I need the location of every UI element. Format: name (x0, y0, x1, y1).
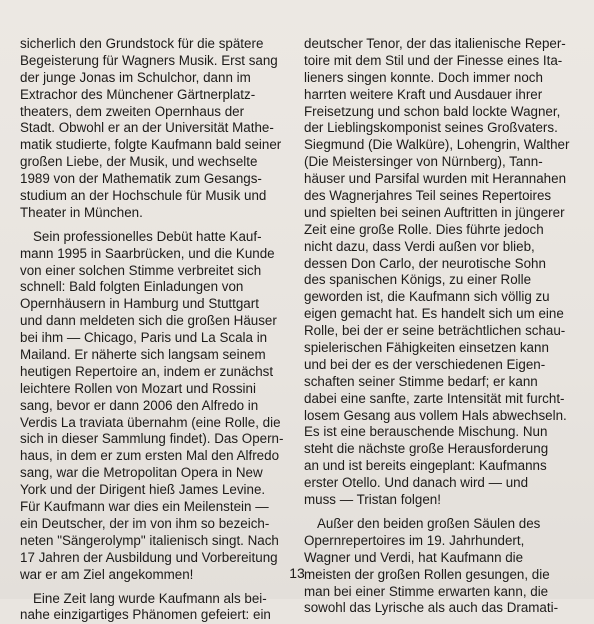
text-line: Opernrepertoires im 19. Jahrhundert, (304, 532, 525, 548)
right-column (304, 36, 569, 617)
text-line: sich in dieser Sammlung findet). Das Opern- (20, 431, 284, 447)
text-line: meisten der großen Rollen gesungen, die (304, 566, 550, 582)
paragraph-gap (304, 509, 569, 516)
text-line: und bei der es der verschiedenen Eigen- (304, 356, 546, 372)
text-line: theaters, dem zweiten Opernhaus der (20, 103, 245, 119)
text-line: war er am Ziel angekommen! (20, 566, 194, 582)
text-line: Siegmund (Die Walküre), Lohengrin, Walther (304, 137, 570, 153)
text-line: Theater in München. (20, 204, 143, 220)
text-line: der junge Jonas im Schulchor, dann im (20, 69, 251, 85)
text-line: Für Kaufmann war dies ein Meilenstein — (20, 499, 269, 515)
text-line: Freisetzung und schon bald lockte Wagner, (304, 103, 561, 119)
text-line: häuser und Parsifal wurden mit Herannahen (304, 171, 567, 187)
text-line: dabei eine sanfte, zarte Intensität mit furcht- (304, 390, 565, 406)
page-number: 13 (289, 565, 305, 581)
text-line: und dann meldeten sich die großen Häuser (20, 313, 277, 329)
text-line: bei ihm — Chicago, Paris und La Scala in (20, 330, 268, 346)
text-line: mann 1995 in Saarbrücken, und die Kunde (20, 245, 275, 261)
text-line: des Wagnerjahres Teil seines Repertoires (304, 188, 552, 204)
text-line: des spanischen Königs, zu einer Rolle (304, 272, 532, 288)
text-line: eigen gemacht hat. Es handelt sich um eine (304, 306, 564, 322)
text-line: Wagner und Verdi, hat Kaufmann die (304, 549, 524, 565)
text-line: deutscher Tenor, der das italienische Reper- (304, 36, 566, 51)
text-line: man bei einer Stimme erwarten kann, die (304, 583, 549, 599)
text-line: erster Otello. Und danach wird — und (304, 475, 529, 491)
text-line: lieners singen konnte. Doch immer noch (304, 69, 543, 85)
text-line: Zeit eine große Rolle. Dies führte jedoch (304, 221, 544, 237)
text-line: Eine Zeit lang wurde Kaufmann als bei- (33, 590, 267, 606)
text-line: York und der Dirigent hieß James Levine. (20, 482, 266, 498)
text-line: nahe einzigartiges Phänomen gefeiert: ein (20, 607, 271, 623)
left-column (20, 36, 283, 624)
text-line: nicht dazu, dass Verdi außen vor blieb, (304, 238, 535, 254)
text-line: neten "Sängerolymp" italienisch singt. Nach (20, 532, 279, 548)
text-line: sicherlich den Grundstock für die spätere (20, 36, 264, 51)
text-line: geworden ist, die Kaufmann sich völlig zu (304, 289, 550, 305)
paragraph-gap (20, 584, 283, 591)
text-line: Es ist eine berauschende Mischung. Nun (304, 424, 548, 440)
text-line: matik studierte, folgte Kaufmann bald seiner (20, 137, 282, 153)
text-line: haus, in dem er zum ersten Mal den Alfredo (20, 448, 280, 464)
text-line: Extrachor des Münchener Gärtnerplatz- (20, 86, 256, 102)
text-line: heutigen Repertoire an, indem er zunächst (20, 363, 274, 379)
text-line: Opernhäusern in Hamburg und Stuttgart (20, 296, 259, 312)
text-line: leichtere Rollen von Mozart und Rossini (20, 380, 256, 396)
text-line: Stadt. Obwohl er an der Universität Mathe- (20, 120, 274, 136)
text-line: 1989 von der Mathematik zum Gesangs- (20, 171, 262, 187)
text-line: toire mit dem Stil und der Finesse eines Ita- (304, 52, 563, 68)
text-line: Sein professionelles Debüt hatte Kauf- (33, 228, 262, 244)
text-line: der Lieblingskomponist seines Großvaters. (304, 120, 558, 136)
text-line: schnell: Bald folgten Einladungen von (20, 279, 244, 295)
text-line: harrten weitere Kraft und Ausdauer ihrer (304, 86, 543, 102)
text-line: und spielten bei seinen Auftritten in jüngerer (304, 204, 565, 220)
text-line: Rolle, bei der er seine beträchtlichen schau- (304, 323, 566, 339)
text-line: steht die nächste große Herausforderung (304, 441, 549, 457)
text-line: schaften seiner Stimme bedarf; er kann (304, 373, 538, 389)
text-line: Mailand. Er näherte sich langsam seinem (20, 347, 266, 363)
text-line: sang, bevor er dann 2006 den Alfredo in (20, 397, 259, 413)
text-line: sang, war die Metropolitan Opera in New (20, 465, 263, 481)
paragraph-gap (20, 222, 283, 229)
text-line: spielerischen Fähigkeiten einsetzen kann (304, 340, 549, 356)
text-line: Außer den beiden großen Säulen des (317, 515, 541, 531)
text-line: sowohl das Lyrische als auch das Dramati- (304, 600, 559, 616)
text-line: studium an der Hochschule für Musik und (20, 188, 267, 204)
text-line: (Die Meistersinger von Nürnberg), Tann- (304, 154, 543, 170)
text-line: muss — Tristan folgen! (304, 492, 441, 508)
text-line: an und ist bereits eingeplant: Kaufmanns (304, 458, 547, 474)
text-line: von einer solchen Stimme verbreitet sich (20, 262, 262, 278)
text-line: 17 Jahren der Ausbildung und Vorbereitung (20, 549, 278, 565)
text-line: ein Deutscher, der im von ihm so bezeich- (20, 515, 270, 531)
text-line: Verdis La traviata übernahm (eine Rolle, die (20, 414, 281, 430)
text-line: losem Gesang aus vollem Hals abwechseln. (304, 407, 567, 423)
text-line: dessen Don Carlo, der neurotische Sohn (304, 255, 546, 271)
text-line: großen Liebe, der Musik, und wechselte (20, 154, 258, 170)
text-line: Begeisterung für Wagners Musik. Erst sang (20, 52, 278, 68)
